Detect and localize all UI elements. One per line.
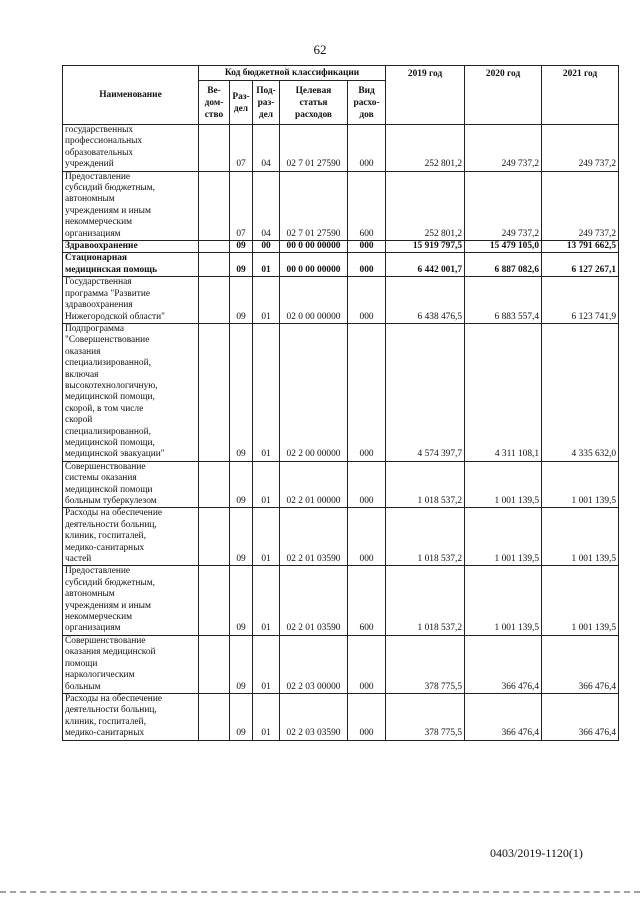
table-body xyxy=(63,125,619,741)
table-row xyxy=(63,277,619,324)
table-row xyxy=(63,125,619,172)
row-value-2020: 6 887 082,6 xyxy=(465,253,542,277)
header-2019: 2019 год xyxy=(386,66,465,125)
row-name: Стационарная медицинская помощь xyxy=(63,253,199,277)
row-name: Предоставление субсидий бюджетным, автономным учреждениям и иным некоммерческим организациям xyxy=(63,566,199,635)
budget-table xyxy=(62,65,619,741)
row-value-2019: 378 775,5 xyxy=(386,693,465,740)
row-podrazdel: 00 xyxy=(253,241,280,253)
row-vedomstvo xyxy=(199,635,230,693)
row-podrazdel: 01 xyxy=(253,693,280,740)
row-expense-type: 000 xyxy=(348,693,386,740)
row-podrazdel: 01 xyxy=(253,635,280,693)
row-vedomstvo xyxy=(199,323,230,461)
row-value-2020: 1 001 139,5 xyxy=(465,566,542,635)
row-expense-type: 000 xyxy=(348,461,386,508)
row-expense-type: 000 xyxy=(348,277,386,324)
row-target-article: 02 2 01 03590 xyxy=(280,508,348,566)
document-code: 0403/2019-1120(1) xyxy=(490,846,583,860)
row-value-2020: 6 883 557,4 xyxy=(465,277,542,324)
row-razdel: 09 xyxy=(230,635,253,693)
row-value-2019: 1 018 537,2 xyxy=(386,461,465,508)
row-razdel: 07 xyxy=(230,171,253,240)
row-vedomstvo xyxy=(199,508,230,566)
row-podrazdel: 01 xyxy=(253,323,280,461)
row-expense-type: 600 xyxy=(348,171,386,240)
row-target-article: 02 2 01 03590 xyxy=(280,566,348,635)
row-razdel: 07 xyxy=(230,125,253,172)
row-razdel: 09 xyxy=(230,566,253,635)
row-expense-type: 600 xyxy=(348,566,386,635)
row-value-2021: 249 737,2 xyxy=(542,171,619,240)
table-row xyxy=(63,241,619,253)
row-value-2021: 6 127 267,1 xyxy=(542,253,619,277)
row-value-2020: 366 476,4 xyxy=(465,693,542,740)
row-target-article: 00 0 00 00000 xyxy=(280,253,348,277)
row-value-2019: 252 801,2 xyxy=(386,171,465,240)
row-expense-type: 000 xyxy=(348,323,386,461)
row-podrazdel: 01 xyxy=(253,277,280,324)
row-value-2020: 1 001 139,5 xyxy=(465,508,542,566)
row-value-2019: 1 018 537,2 xyxy=(386,566,465,635)
row-value-2019: 378 775,5 xyxy=(386,635,465,693)
page-edge-dashes xyxy=(0,891,640,897)
table-row xyxy=(63,323,619,461)
table-row xyxy=(63,693,619,740)
row-name: Предоставление субсидий бюджетным, автономным учреждениям и иным некоммерческим организациям xyxy=(63,171,199,240)
row-name: Совершенствование оказания медицинской помощи наркологическим больным xyxy=(63,635,199,693)
row-vedomstvo xyxy=(199,241,230,253)
row-value-2020: 366 476,4 xyxy=(465,635,542,693)
row-value-2021: 366 476,4 xyxy=(542,693,619,740)
table-header xyxy=(63,66,619,125)
row-podrazdel: 01 xyxy=(253,566,280,635)
row-value-2020: 1 001 139,5 xyxy=(465,461,542,508)
row-value-2021: 1 001 139,5 xyxy=(542,566,619,635)
row-vedomstvo xyxy=(199,461,230,508)
row-expense-type: 000 xyxy=(348,241,386,253)
row-vedomstvo xyxy=(199,693,230,740)
page-number: 62 xyxy=(313,42,327,57)
row-value-2019: 6 438 476,5 xyxy=(386,277,465,324)
row-expense-type: 000 xyxy=(348,508,386,566)
row-name: Подпрограмма "Совершенствование оказания специализированной, включая высокотехнологичную, медицинской помощи, скорой, в том числе скорой специализированной, медицинской помощи, медицинской эвакуации" xyxy=(63,323,199,461)
row-target-article: 02 0 00 00000 xyxy=(280,277,348,324)
table-row xyxy=(63,566,619,635)
row-target-article: 02 2 00 00000 xyxy=(280,323,348,461)
row-value-2020: 249 737,2 xyxy=(465,125,542,172)
row-name: Государственная программа "Развитие здравоохранения Нижегородской области" xyxy=(63,277,199,324)
table-row xyxy=(63,635,619,693)
header-expense-type: Вид расхо- дов xyxy=(348,81,386,125)
header-name: Наименование xyxy=(63,66,199,125)
row-podrazdel: 01 xyxy=(253,253,280,277)
row-value-2020: 15 479 105,0 xyxy=(465,241,542,253)
row-razdel: 09 xyxy=(230,241,253,253)
row-value-2021: 366 476,4 xyxy=(542,635,619,693)
row-vedomstvo xyxy=(199,566,230,635)
row-vedomstvo xyxy=(199,277,230,324)
header-vedomstvo: Ве- дом- ство xyxy=(199,81,230,125)
row-value-2021: 249 737,2 xyxy=(542,125,619,172)
table-row xyxy=(63,461,619,508)
row-razdel: 09 xyxy=(230,277,253,324)
row-value-2019: 1 018 537,2 xyxy=(386,508,465,566)
row-value-2019: 6 442 001,7 xyxy=(386,253,465,277)
row-target-article: 00 0 00 00000 xyxy=(280,241,348,253)
row-name: государственных профессиональных образовательных учреждений xyxy=(63,125,199,172)
row-value-2021: 4 335 632,0 xyxy=(542,323,619,461)
row-target-article: 02 7 01 27590 xyxy=(280,171,348,240)
header-target-article: Целевая статья расходов xyxy=(280,81,348,125)
row-vedomstvo xyxy=(199,125,230,172)
row-value-2019: 4 574 397,7 xyxy=(386,323,465,461)
header-code-group: Код бюджетной классификации xyxy=(199,66,386,81)
header-razdel: Раз- дел xyxy=(230,81,253,125)
table-row xyxy=(63,253,619,277)
row-razdel: 09 xyxy=(230,693,253,740)
row-podrazdel: 01 xyxy=(253,461,280,508)
row-name: Здравоохранение xyxy=(63,241,199,253)
row-value-2020: 4 311 108,1 xyxy=(465,323,542,461)
row-razdel: 09 xyxy=(230,508,253,566)
row-expense-type: 000 xyxy=(348,125,386,172)
row-podrazdel: 04 xyxy=(253,125,280,172)
row-razdel: 09 xyxy=(230,253,253,277)
header-podrazdel: Под- раз- дел xyxy=(253,81,280,125)
row-value-2021: 6 123 741,9 xyxy=(542,277,619,324)
row-expense-type: 000 xyxy=(348,253,386,277)
table-row xyxy=(63,171,619,240)
row-razdel: 09 xyxy=(230,461,253,508)
row-podrazdel: 04 xyxy=(253,171,280,240)
row-value-2021: 1 001 139,5 xyxy=(542,461,619,508)
row-value-2021: 13 791 662,5 xyxy=(542,241,619,253)
row-vedomstvo xyxy=(199,171,230,240)
header-2021: 2021 год xyxy=(542,66,619,125)
row-target-article: 02 2 01 00000 xyxy=(280,461,348,508)
row-name: Расходы на обеспечение деятельности больниц, клиник, госпиталей, медико-санитарных xyxy=(63,693,199,740)
row-vedomstvo xyxy=(199,253,230,277)
row-value-2021: 1 001 139,5 xyxy=(542,508,619,566)
row-name: Расходы на обеспечение деятельности больниц, клиник, госпиталей, медико-санитарных частей xyxy=(63,508,199,566)
row-razdel: 09 xyxy=(230,323,253,461)
row-podrazdel: 01 xyxy=(253,508,280,566)
row-value-2019: 252 801,2 xyxy=(386,125,465,172)
row-value-2019: 15 919 797,5 xyxy=(386,241,465,253)
table-row xyxy=(63,508,619,566)
row-target-article: 02 2 03 00000 xyxy=(280,635,348,693)
row-target-article: 02 2 03 03590 xyxy=(280,693,348,740)
row-value-2020: 249 737,2 xyxy=(465,171,542,240)
row-expense-type: 000 xyxy=(348,635,386,693)
header-2020: 2020 год xyxy=(465,66,542,125)
row-name: Совершенствование системы оказания медицинской помощи больным туберкулезом xyxy=(63,461,199,508)
row-target-article: 02 7 01 27590 xyxy=(280,125,348,172)
